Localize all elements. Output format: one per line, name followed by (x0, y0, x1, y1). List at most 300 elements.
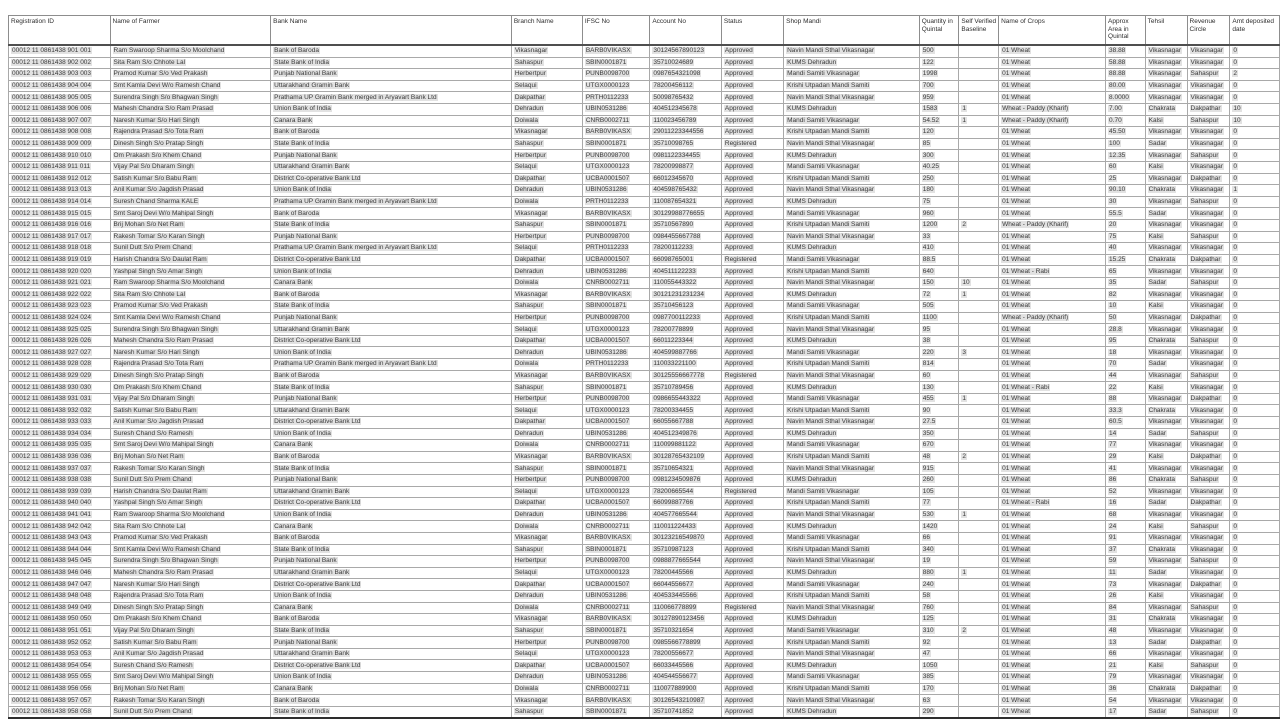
cell (511, 451, 582, 463)
cell (784, 451, 920, 463)
table-row (9, 405, 1280, 417)
cell-text: 01 Wheat (1002, 603, 1030, 611)
cell (582, 556, 650, 568)
cell (1187, 417, 1230, 429)
cell (650, 614, 722, 626)
cell (959, 335, 999, 347)
cell-text: Krishi Utpadan Mandi Samiti (787, 267, 870, 275)
cell (650, 417, 722, 429)
cell (1106, 614, 1146, 626)
cell (1187, 370, 1230, 382)
cell-text: Kalsi (1148, 592, 1163, 600)
table-row (9, 57, 1280, 69)
cell (650, 301, 722, 313)
cell (271, 648, 512, 660)
table-row (9, 173, 1280, 185)
cell-text: Approved (724, 615, 753, 623)
table-row (9, 474, 1280, 486)
column-header: Name of Crops (999, 16, 1106, 46)
cell (9, 405, 111, 417)
cell-text: 0981122334455 (653, 151, 700, 159)
cell (110, 648, 271, 660)
cell (999, 347, 1106, 359)
cell (1230, 683, 1280, 695)
cell-text: Suresh Chand S/o Ramesh (113, 429, 193, 437)
cell (511, 312, 582, 324)
cell (1230, 695, 1280, 707)
cell-text: Vikasnagar (514, 209, 548, 217)
cell (959, 347, 999, 359)
cell-text: 59 (1109, 557, 1117, 565)
cell-text: Herbertpur (514, 313, 546, 321)
cell (650, 127, 722, 139)
cell-text: 47 (922, 650, 930, 658)
cell-text: SBIN0001871 (585, 626, 627, 634)
cell (1187, 521, 1230, 533)
cell (1145, 614, 1187, 626)
cell (271, 498, 512, 510)
cell-text: Sahaspur (514, 58, 543, 66)
cell (919, 289, 959, 301)
cell-text: 760 (922, 603, 934, 611)
cell (919, 660, 959, 672)
cell (271, 532, 512, 544)
cell (784, 660, 920, 672)
cell (919, 405, 959, 417)
cell (9, 602, 111, 614)
cell-text: Sadar (1148, 140, 1166, 148)
cell-text: Vikasnagar (1148, 58, 1182, 66)
cell-text: Approved (724, 661, 753, 669)
cell (271, 243, 512, 255)
cell-text: 00012 11 0861438 958 058 (12, 708, 92, 716)
cell-text: Sahaspur (1190, 337, 1219, 345)
cell-text: 2 (962, 221, 967, 229)
cell-text: 404512345678 (653, 105, 697, 113)
cell-text: 82 (1109, 290, 1117, 298)
cell-text: Naresh Kumar S/o Hari Singh (113, 348, 200, 356)
cell-text: Union Bank of India (274, 511, 331, 519)
cell-text: Vikasnagar (1190, 696, 1223, 704)
cell (1106, 428, 1146, 440)
cell (582, 567, 650, 579)
cell-text: 01 Wheat (1002, 661, 1030, 669)
cell-text: 35710987123 (653, 545, 694, 553)
cell-text: Punjab National Bank (274, 70, 337, 78)
cell (271, 80, 512, 92)
cell (919, 266, 959, 278)
cell-text: 17 (1109, 708, 1117, 716)
table-row (9, 486, 1280, 498)
cell-text: Approved (724, 337, 753, 345)
cell (271, 335, 512, 347)
cell-text: Navin Mandi Sthal Vikasnagar (787, 140, 875, 148)
cell (999, 243, 1106, 255)
cell-text: 72 (922, 290, 930, 298)
cell-text: Vikasnagar (1190, 441, 1223, 449)
cell (271, 208, 512, 220)
cell (110, 509, 271, 521)
cell (511, 254, 582, 266)
cell (1187, 208, 1230, 220)
cell-text: Chakrata (1148, 337, 1175, 345)
cell (1145, 127, 1187, 139)
cell-text: 150 (922, 279, 934, 287)
cell-text: 260 (922, 476, 934, 484)
cell (1145, 602, 1187, 614)
cell (999, 556, 1106, 568)
cell (650, 567, 722, 579)
cell (9, 463, 111, 475)
cell (999, 463, 1106, 475)
cell (582, 359, 650, 371)
cell-text: Dakpathar (1190, 453, 1221, 461)
cell (784, 590, 920, 602)
cell (511, 417, 582, 429)
cell (511, 289, 582, 301)
cell (110, 312, 271, 324)
cell (582, 370, 650, 382)
cell (582, 405, 650, 417)
cell (1230, 509, 1280, 521)
table-row (9, 706, 1280, 718)
table-row (9, 625, 1280, 637)
cell-text: Approved (724, 464, 753, 472)
cell (582, 521, 650, 533)
cell-text: CNRB0002711 (585, 522, 630, 530)
cell (959, 196, 999, 208)
cell (784, 289, 920, 301)
cell (1187, 335, 1230, 347)
cell-text: Approved (724, 673, 753, 681)
cell-text: BARB0VIKASX (585, 615, 631, 623)
cell-text: 25 (1109, 174, 1117, 182)
cell (511, 266, 582, 278)
cell-text: Approved (724, 186, 753, 194)
cell-text: 0 (1233, 337, 1238, 345)
column-header: IFSC No (582, 16, 650, 46)
cell (271, 45, 512, 57)
cell-text: State Bank of India (274, 302, 330, 310)
cell-text: Punjab National Bank (274, 395, 337, 403)
cell (511, 359, 582, 371)
cell-text: Bank of Baroda (274, 128, 319, 136)
cell-text: Krishi Utpadan Mandi Samiti (787, 128, 870, 136)
cell-text: UCBA0001507 (585, 255, 630, 263)
cell-text: Sahaspur (1190, 476, 1219, 484)
cell (784, 231, 920, 243)
cell (1230, 219, 1280, 231)
cell-text: Chakrata (1148, 186, 1175, 194)
cell (511, 335, 582, 347)
cell (1106, 498, 1146, 510)
cell-text: 01 Wheat (1002, 453, 1030, 461)
cell-text: Sahaspur (1190, 603, 1219, 611)
cell (919, 579, 959, 591)
cell (271, 474, 512, 486)
cell (9, 625, 111, 637)
cell-text: Sahaspur (514, 140, 543, 148)
cell-text: Doiwala (514, 441, 538, 449)
cell-text: 35710456123 (653, 302, 694, 310)
cell (1187, 173, 1230, 185)
cell (999, 590, 1106, 602)
cell (1187, 92, 1230, 104)
cell (1106, 161, 1146, 173)
cell (959, 532, 999, 544)
cell-text: Selaqui (514, 163, 537, 171)
cell-text: CNRB0002711 (585, 603, 630, 611)
cell-text: Approved (724, 429, 753, 437)
cell-text: Wheat - Paddy (Kharif) (1002, 313, 1069, 321)
cell (650, 312, 722, 324)
cell-text: 0 (1233, 708, 1238, 716)
cell (959, 509, 999, 521)
cell-text: Bank of Baroda (274, 534, 319, 542)
cell-text: Anil Kumar S/o Jagdish Prasad (113, 418, 204, 426)
cell (999, 370, 1106, 382)
cell-text: Sahaspur (1190, 557, 1219, 565)
cell (1187, 498, 1230, 510)
cell-text: Approved (724, 325, 753, 333)
cell-text: Uttarakhand Gramin Bank (274, 569, 350, 577)
cell-text: Om Prakash S/o Khem Chand (113, 151, 201, 159)
cell (721, 127, 783, 139)
cell-text: 50098765432 (653, 93, 694, 101)
cell-text: 00012 11 0861438 910 010 (12, 151, 92, 159)
cell-text: 78200334455 (653, 406, 694, 414)
cell-text: 60 (1109, 163, 1117, 171)
cell (1187, 312, 1230, 324)
table-row (9, 382, 1280, 394)
cell (582, 486, 650, 498)
cell (959, 173, 999, 185)
cell-text: KUMS Dehradun (787, 244, 837, 252)
cell-text: 00012 11 0861438 923 023 (12, 302, 92, 310)
cell-text: Navin Mandi Sthal Vikasnagar (787, 93, 875, 101)
cell (511, 92, 582, 104)
cell (999, 150, 1106, 162)
cell (959, 521, 999, 533)
cell (919, 359, 959, 371)
cell (9, 301, 111, 313)
cell (511, 486, 582, 498)
cell-text: 66099887766 (653, 499, 694, 507)
cell (1187, 486, 1230, 498)
cell (721, 567, 783, 579)
cell (1230, 359, 1280, 371)
cell (721, 590, 783, 602)
cell (721, 301, 783, 313)
cell-text: 00012 11 0861438 951 051 (12, 626, 92, 634)
cell-text: 60 (922, 371, 930, 379)
cell (919, 625, 959, 637)
cell-text: Smt Saroj Devi W/o Mahipal Singh (113, 209, 214, 217)
cell-text: Approved (724, 209, 753, 217)
cell-text: Sahaspur (1190, 661, 1219, 669)
cell-text: Kalsi (1148, 522, 1163, 530)
cell (999, 115, 1106, 127)
cell-text: Approved (724, 279, 753, 287)
cell (721, 150, 783, 162)
cell (650, 544, 722, 556)
cell (1230, 590, 1280, 602)
cell (1106, 509, 1146, 521)
cell-text: Doiwala (514, 522, 538, 530)
cell-text: 00012 11 0861438 909 009 (12, 140, 92, 148)
table-row (9, 544, 1280, 556)
cell-text: Vikasnagar (1148, 151, 1182, 159)
cell (721, 625, 783, 637)
cell-text: Approved (724, 128, 753, 136)
cell (919, 277, 959, 289)
cell (784, 486, 920, 498)
cell-text: Sadar (1148, 279, 1166, 287)
cell (271, 544, 512, 556)
cell (1187, 69, 1230, 81)
cell-text: 404577665544 (653, 511, 697, 519)
cell (1145, 532, 1187, 544)
cell (1106, 92, 1146, 104)
cell-text: 700 (922, 82, 934, 90)
cell (919, 370, 959, 382)
cell-text: BARB0VIKASX (585, 290, 631, 298)
cell-text: Kalsi (1148, 453, 1163, 461)
cell-text: 125 (922, 615, 934, 623)
cell-text: 0.70 (1109, 116, 1122, 124)
cell-text: 1 (962, 290, 967, 298)
cell (999, 185, 1106, 197)
cell (582, 590, 650, 602)
cell (582, 509, 650, 521)
cell-text: Sahaspur (514, 626, 543, 634)
cell (999, 289, 1106, 301)
cell-text: 01 Wheat (1002, 128, 1030, 136)
cell-text: 52 (1109, 487, 1117, 495)
cell-text: 01 Wheat (1002, 244, 1030, 252)
cell (784, 648, 920, 660)
cell-text: Dakpathar (1190, 255, 1221, 263)
cell (1106, 532, 1146, 544)
cell-text: 01 Wheat (1002, 545, 1030, 553)
cell-text: Kalsi (1148, 302, 1163, 310)
cell (784, 706, 920, 718)
cell (9, 440, 111, 452)
cell (1145, 359, 1187, 371)
cell (1230, 161, 1280, 173)
cell (1145, 672, 1187, 684)
cell-text: 01 Wheat (1002, 140, 1030, 148)
cell (110, 80, 271, 92)
cell (959, 637, 999, 649)
cell-text: 78200112233 (653, 244, 693, 252)
table-row (9, 359, 1280, 371)
cell (784, 103, 920, 115)
cell-text: 00012 11 0861438 912 012 (12, 174, 92, 182)
cell-text: Approved (724, 290, 753, 298)
table-row (9, 614, 1280, 626)
cell (999, 567, 1106, 579)
cell (721, 382, 783, 394)
table-row (9, 277, 1280, 289)
cell-text: PUNB0098700 (585, 232, 630, 240)
cell (959, 359, 999, 371)
cell-text: 88 (1109, 395, 1117, 403)
cell (784, 45, 920, 57)
cell-text: Selaqui (514, 244, 537, 252)
cell-text: 00012 11 0861438 940 040 (12, 499, 92, 507)
cell (784, 556, 920, 568)
cell-text: Doiwala (514, 360, 538, 368)
cell-text: Union Bank of India (274, 673, 331, 681)
cell (721, 335, 783, 347)
cell (1187, 231, 1230, 243)
cell-text: 88.5 (922, 255, 936, 263)
cell-text: 00012 11 0861438 943 043 (12, 534, 92, 542)
cell-text: UCBA0001507 (585, 418, 630, 426)
cell-text: Approved (724, 244, 753, 252)
cell-text: 01 Wheat (1002, 638, 1030, 646)
cell (110, 196, 271, 208)
table-row (9, 370, 1280, 382)
cell (1145, 45, 1187, 57)
cell-text: Dakpathar (514, 255, 545, 263)
table-body (9, 45, 1280, 718)
cell (999, 161, 1106, 173)
cell (271, 92, 512, 104)
cell (582, 463, 650, 475)
cell (271, 614, 512, 626)
cell (999, 706, 1106, 718)
cell (784, 266, 920, 278)
cell (650, 138, 722, 150)
cell (271, 567, 512, 579)
cell (919, 532, 959, 544)
cell (721, 243, 783, 255)
cell-text: 00012 11 0861438 931 031 (12, 395, 92, 403)
cell-text: Sunil Dutt S/o Prem Chand (113, 244, 192, 252)
cell-text: 00012 11 0861438 934 034 (12, 429, 92, 437)
cell-text: Surendra Singh S/o Bhagwan Singh (113, 325, 218, 333)
cell (110, 393, 271, 405)
cell-text: Sahaspur (514, 464, 543, 472)
cell (959, 567, 999, 579)
cell (999, 231, 1106, 243)
cell (650, 625, 722, 637)
cell-text: 38.88 (1109, 47, 1126, 55)
cell (1187, 625, 1230, 637)
cell-text: Approved (724, 557, 753, 565)
cell-text: 66044556677 (653, 580, 694, 588)
cell (721, 440, 783, 452)
cell (1230, 382, 1280, 394)
cell (1145, 277, 1187, 289)
cell-text: Dehradun (514, 673, 544, 681)
cell-text: Vikasnagar (1190, 383, 1223, 391)
cell (1187, 451, 1230, 463)
cell (9, 382, 111, 394)
cell (1106, 266, 1146, 278)
cell-text: 0 (1233, 453, 1238, 461)
cell-text: Suresh Chand Sharma KALE (113, 198, 199, 206)
column-header: Approx Area in Quintal (1106, 16, 1146, 46)
cell (9, 590, 111, 602)
cell-text: Surendra Singh S/o Bhagwan Singh (113, 557, 218, 565)
cell (1106, 382, 1146, 394)
cell (1187, 359, 1230, 371)
cell-text: Approved (724, 684, 753, 692)
cell-text: 00012 11 0861438 937 037 (12, 464, 92, 472)
